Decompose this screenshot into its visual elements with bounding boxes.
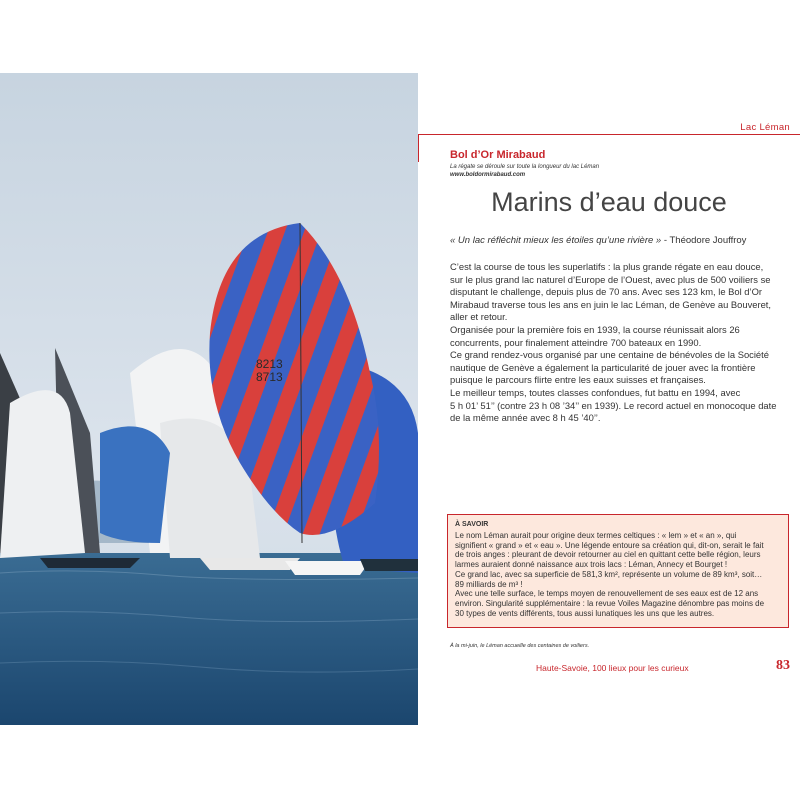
- a-savoir-text: [455, 531, 781, 618]
- savoir-line: Ce grand lac, avec sa superficie de 581,3 km², représente un volume de 89 km³, soit…: [455, 569, 763, 579]
- body-line: aller et retour.: [450, 311, 508, 323]
- savoir-line: signifient « grand » et « eau ». Une légende entoure sa création qui, dit-on, serait le fait: [455, 540, 764, 550]
- body-line: Organisée pour la première fois en 1939, la course réunissait alors 26: [450, 323, 740, 335]
- body-line: puisque le parcours flirte entre les eaux suisses et françaises.: [450, 374, 706, 386]
- book-spread: [0, 73, 800, 725]
- body-line: disputant le challenge, depuis plus de 70 ans. Avec ses 123 km, le Bol d’Or: [450, 286, 762, 298]
- page-number: 83: [776, 658, 790, 673]
- sail-number-2: 8713: [256, 370, 283, 384]
- savoir-line: larmes auraient donné naissance aux trois lacs : Léman, Annecy et Bourget !: [455, 560, 728, 570]
- event-subtitle: La régate se déroule sur toute la longueur du lac Léman: [450, 164, 600, 170]
- savoir-line: 30 types de vents différents, tous aussi lunatiques les uns que les autres.: [455, 608, 715, 618]
- body-line: Le meilleur temps, toutes classes confondues, fut battu en 1994, avec: [450, 386, 741, 398]
- body-line: 5 h 01’ 51’’ (contre 23 h 08 ’34’’ en 1939). Le record actuel en monocoque date: [450, 399, 777, 411]
- page-title: Marins d’eau douce: [491, 187, 727, 217]
- text-page: [418, 73, 800, 725]
- a-savoir-title: À SAVOIR: [455, 521, 489, 528]
- header-rule-vertical: [418, 134, 419, 162]
- regatta-photo: [0, 73, 418, 725]
- event-url: www.boldormirabaud.com: [450, 172, 526, 178]
- body-line: Ce grand rendez-vous organisé par une centaine de bénévoles de la Société: [450, 349, 769, 361]
- running-footer: Haute-Savoie, 100 lieux pour les curieux: [536, 663, 689, 673]
- savoir-line: 89 milliards de m³ !: [455, 579, 523, 589]
- body-line: C’est la course de tous les superlatifs : la plus grande régate en eau douce,: [450, 261, 764, 272]
- savoir-line: Avec une telle surface, le temps moyen de renouvellement de ses eaux est de 12 ans: [455, 589, 759, 599]
- photo-caption: À la mi-juin, le Léman accueille des centaines de voiliers.: [450, 643, 590, 649]
- body-line: nautique de Genève a également la particularité de jouer avec la frontière: [450, 361, 756, 373]
- savoir-line: Le nom Léman aurait pour origine deux termes celtiques : « lem » et « an », qui: [455, 531, 737, 540]
- header-rule: [418, 134, 800, 135]
- epigraph: [450, 235, 746, 246]
- section-label: Lac Léman: [740, 122, 790, 133]
- a-savoir-box: [447, 514, 789, 628]
- quote-author: - Théodore Jouffroy: [661, 235, 747, 246]
- body-text: [450, 261, 795, 425]
- sailboats-illustration: [0, 73, 418, 725]
- quote-text: « Un lac réfléchit mieux les étoiles qu’une rivière »: [450, 235, 662, 246]
- sail-number-1: 8213: [256, 357, 283, 371]
- body-line: Mirabaud traverse tous les ans en juin le lac Léman, de Genève au Bouveret,: [450, 298, 772, 310]
- savoir-line: de trois anges : pleurant de devoir retourner au ciel en quittant cette belle région, leurs: [455, 550, 761, 560]
- event-title: Bol d’Or Mirabaud: [450, 149, 546, 161]
- body-line: sur le plus grand lac naturel d’Europe de l’Ouest, avec plus de 500 voiliers se: [450, 273, 771, 285]
- body-line: concurrents, pour finalement atteindre 700 bateaux en 1990.: [450, 336, 702, 348]
- savoir-line: environ. Singularité supplémentaire : la revue Voiles Magazine dénombre pas moins de: [455, 598, 765, 608]
- body-line: de la même année avec 8 h 45 ’40’’.: [450, 412, 601, 424]
